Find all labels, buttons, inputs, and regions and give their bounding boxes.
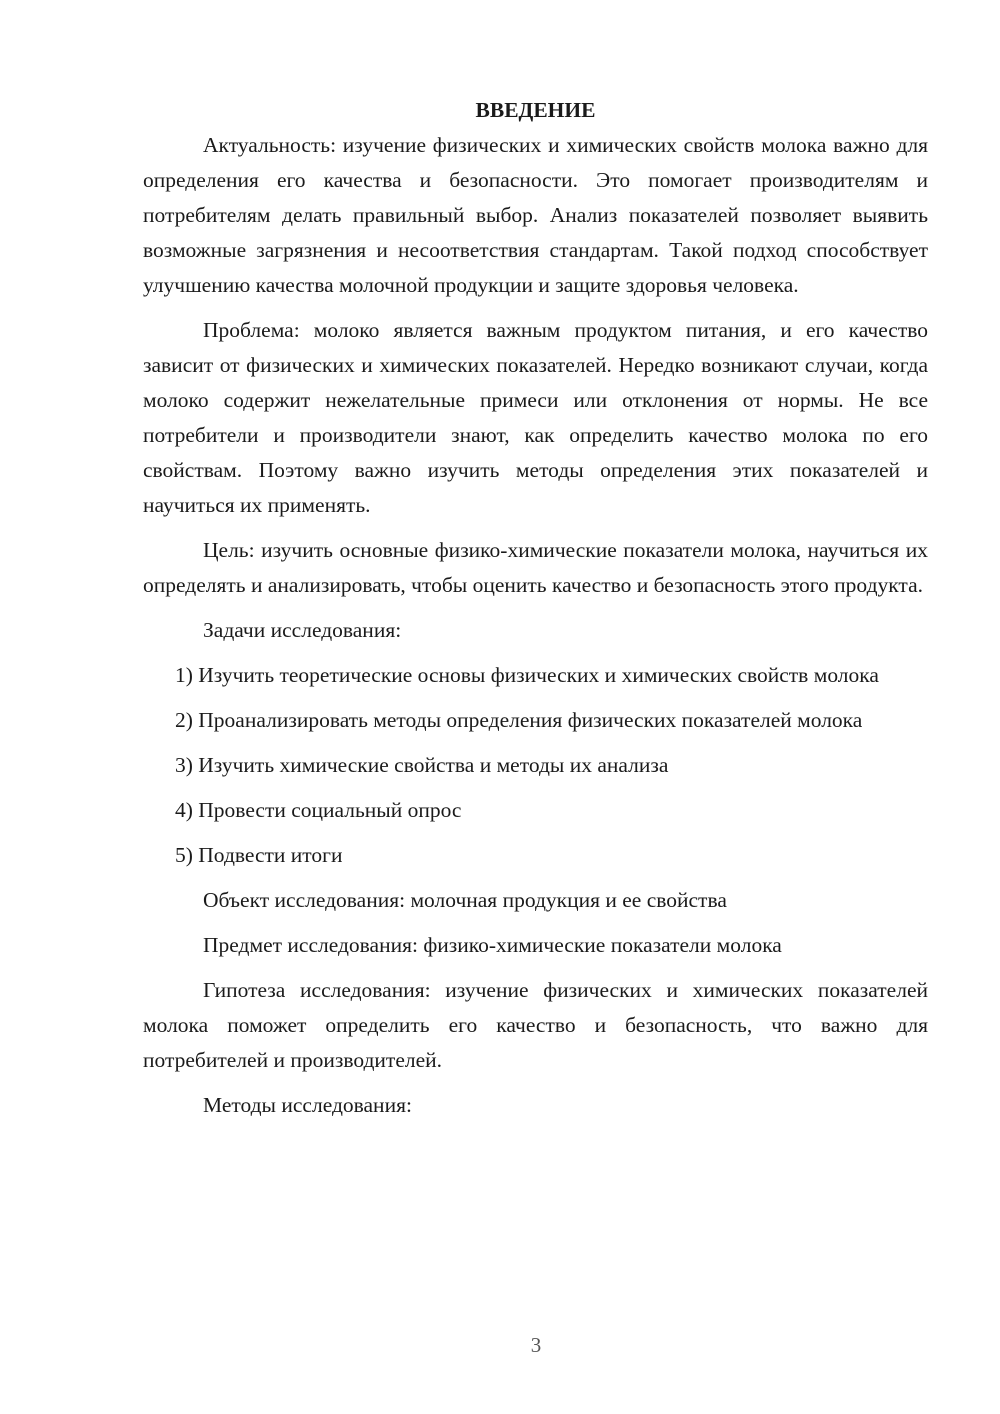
task-item: 3) Изучить химические свойства и методы их анализа bbox=[175, 753, 669, 777]
object-paragraph: Объект исследования: молочная продукция и ее свойства bbox=[203, 888, 727, 912]
goal-paragraph: Цель: изучить основные физико-химические показатели молока, научиться их определять и анализировать, чтобы оценить качество и безопасность этого продукта. bbox=[143, 538, 928, 597]
task-item: 4) Провести социальный опрос bbox=[175, 798, 462, 822]
tasks-heading: Задачи исследования: bbox=[203, 618, 402, 642]
task-item: 1) Изучить теоретические основы физических и химических свойств молока bbox=[175, 663, 879, 687]
task-item: 5) Подвести итоги bbox=[175, 843, 343, 867]
subject-paragraph: Предмет исследования: физико-химические показатели молока bbox=[203, 933, 782, 957]
problem-paragraph: Проблема: молоко является важным продуктом питания, и его качество зависит от физических и химических показателей. Нередко возникают случаи, когда молоко содержит нежелательные примеси или отклонения от нормы. Не все потребители и производители знают, как определить качество молока по его свойствам. Поэтому важно изучить методы определения этих показателей и научиться их применять. bbox=[143, 318, 928, 517]
page-number: 3 bbox=[530, 1333, 542, 1357]
section-title: ВВЕДЕНИЕ bbox=[475, 98, 596, 122]
document-page bbox=[143, 93, 928, 1133]
hypothesis-paragraph: Гипотеза исследования: изучение физических и химических показателей молока поможет определить его качество и безопасность, что важно для потребителей и производителей. bbox=[143, 978, 928, 1072]
methods-heading: Методы исследования: bbox=[203, 1093, 412, 1117]
task-item: 2) Проанализировать методы определения физических показателей молока bbox=[175, 708, 863, 732]
relevance-paragraph: Актуальность: изучение физических и химических свойств молока важно для определения его качества и безопасности. Это помогает производителям и потребителям делать правильный выбор. Анализ показателей позволяет выявить возможные загрязнения и несоответствия стандартам. Такой подход способствует улучшению качества молочной продукции и защите здоровья человека. bbox=[143, 133, 928, 297]
